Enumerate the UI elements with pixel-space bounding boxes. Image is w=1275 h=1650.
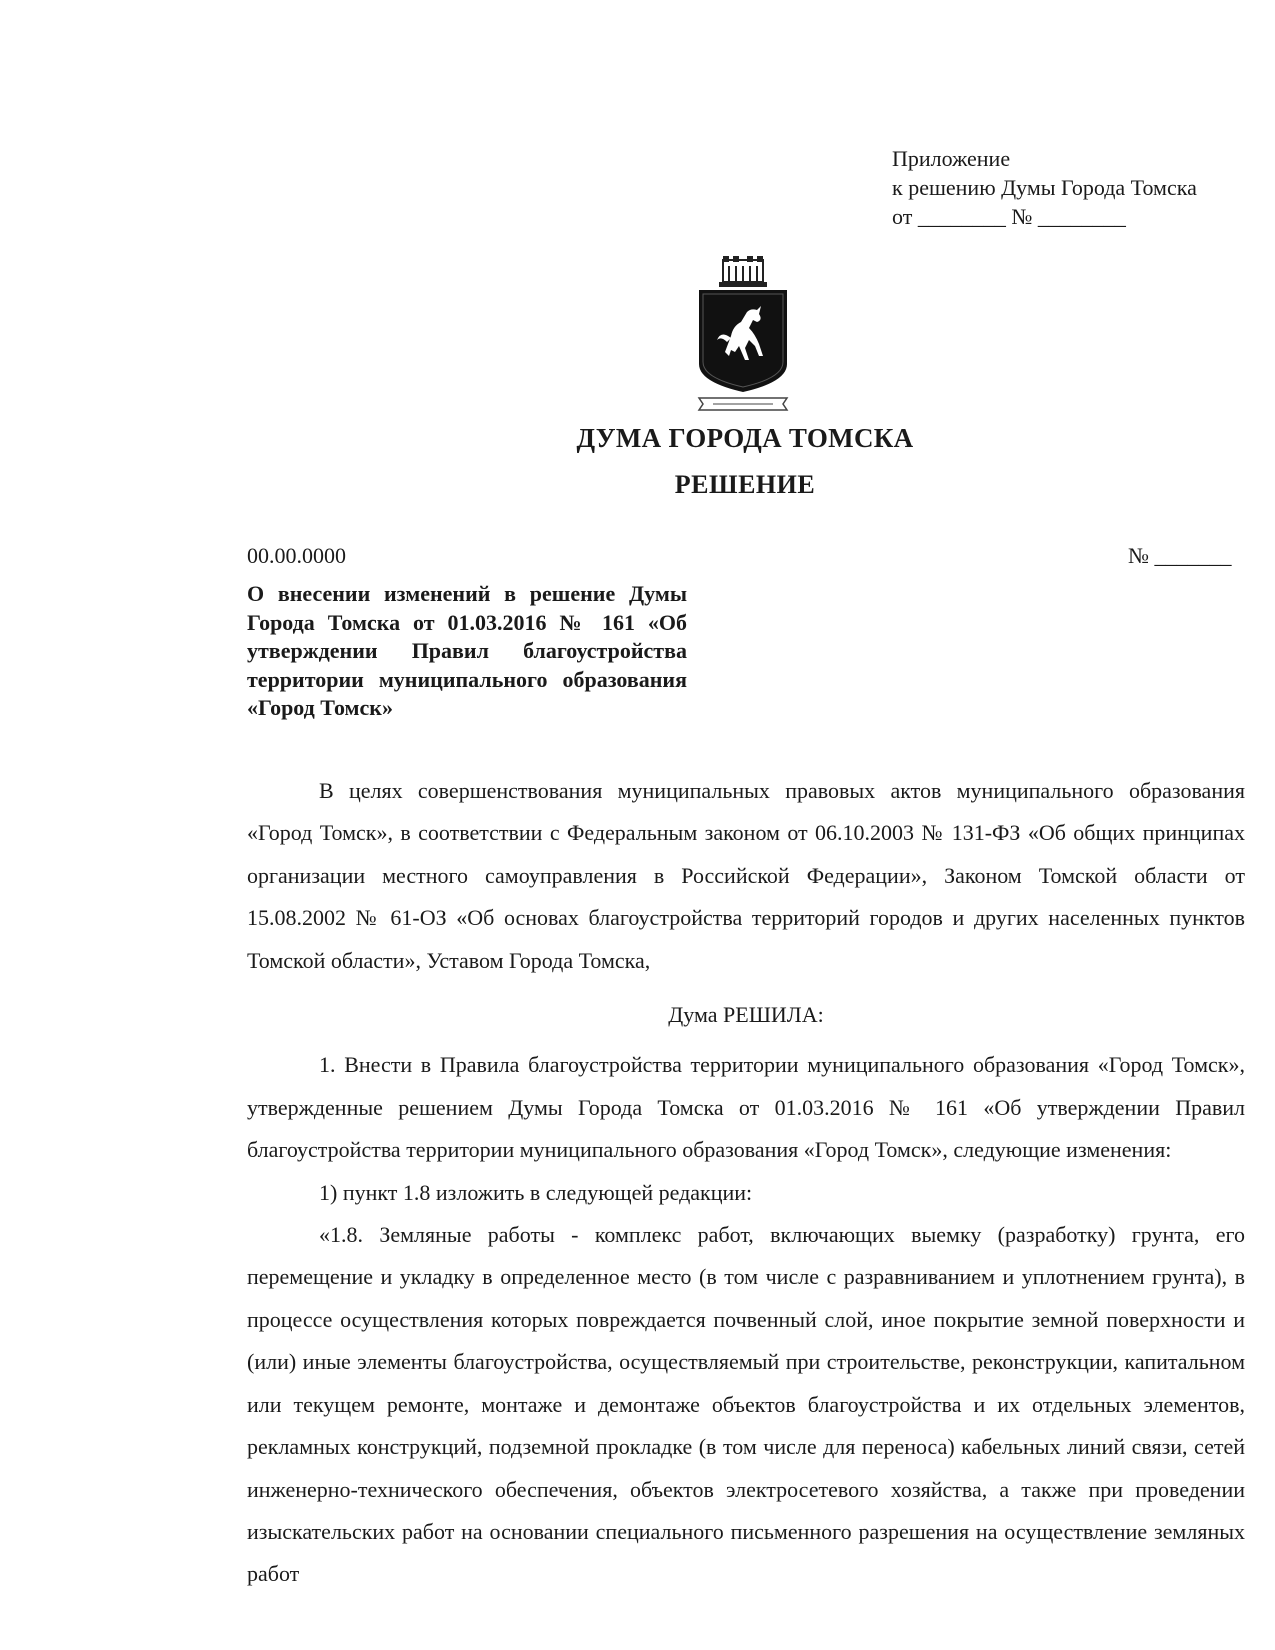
preamble-paragraph: В целях совершенствования муниципальных правовых актов муниципального образования «Город Томск», в соответствии с Федеральным законом от 06.10.2003 № 131-ФЗ «Об общих принципах организации местного самоуправления в Российской Федерации», Законом Томской области от 15.08.2002 № 61-ОЗ «Об основах благоустройства территорий городов и других населенных пунктов Томской области», Уставом Города Томска, [247, 778, 1245, 973]
appendix-line-2: к решению Думы Города Томска [892, 175, 1197, 200]
appendix-line-1: Приложение [892, 146, 1011, 171]
decision-date: 00.00.0000 [247, 543, 346, 568]
decision-number: № _______ [1128, 543, 1232, 568]
subitem-1-paragraph: 1) пункт 1.8 изложить в следующей редакции: [319, 1179, 753, 1205]
council-title: ДУМА ГОРОДА ТОМСКА [576, 423, 914, 453]
appendix-line-3: от ________ № ________ [892, 204, 1126, 229]
document-type: РЕШЕНИЕ [674, 470, 816, 499]
appendix-note [892, 144, 1197, 231]
item-1-paragraph: 1. Внести в Правила благоустройства территории муниципального образования «Город Томск», утвержденные решением Думы Города Томска от 01.03.2016 № 161 «Об утверждении Правил благоустройства территории муниципального образования «Город Томск», следующие изменения: [247, 1052, 1245, 1163]
decision-subject: О внесении изменений в решение Думы Города Томска от 01.03.2016 № 161 «Об утверждении Правил благоустройства территории муниципального образования «Город Томск» [247, 581, 687, 720]
quoted-amendment-paragraph: «1.8. Земляные работы - комплекс работ, включающих выемку (разработку) грунта, его перемещение и укладку в определенное место (в том числе с разравниванием и уплотнением грунта), в процессе осуществления которых повреждается почвенный слой, иное покрытие земной поверхности и (или) иные элементы благоустройства, осуществляемый при строительстве, реконструкции, капитальном или текущем ремонте, монтаже и демонтаже объектов благоустройства и их отдельных элементов, рекламных конструкций, подземной прокладке (в том числе для переноса) кабельных линий связи, сетей инженерно-технического обеспечения, объектов электросетевого хозяйства, а также при проведении изыскательских работ на основании специального письменного разрешения на осуществление земляных работ [247, 1222, 1245, 1587]
tomsk-coat-of-arms-icon [695, 256, 791, 412]
decision-body [247, 770, 1245, 1596]
resolved-line: Дума РЕШИЛА: [668, 1002, 824, 1028]
